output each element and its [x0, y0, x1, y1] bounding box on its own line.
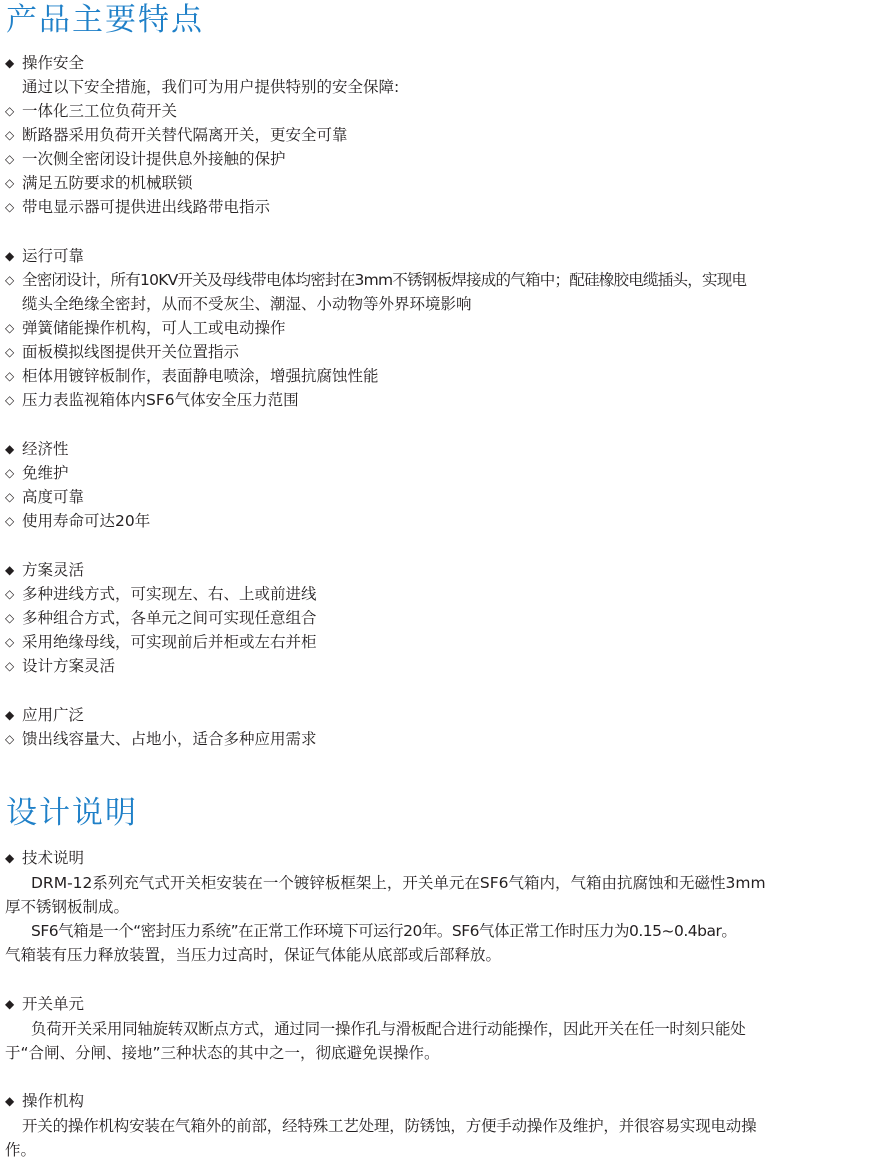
hollow-diamond-icon: ◇ — [5, 587, 15, 601]
hollow-diamond-icon: ◇ — [5, 200, 15, 214]
list-item: ◇ 面板模拟线图提供开关位置指示 — [5, 343, 240, 361]
paragraph-line: 作。 — [5, 1141, 37, 1159]
hollow-diamond-icon: ◇ — [5, 369, 15, 383]
hollow-diamond-icon: ◇ — [5, 659, 15, 673]
diamond-bullet-icon: ◆ — [5, 851, 15, 865]
diamond-bullet-icon: ◆ — [5, 708, 15, 722]
paragraph-line: 气箱装有压力释放装置，当压力过高时，保证气体能从底部或后部释放。 — [5, 946, 502, 964]
paragraph-line: 于“合闸、分闸、接地”三种状态的其中之一，彻底避免误操作。 — [5, 1044, 440, 1062]
hollow-diamond-icon: ◇ — [5, 128, 15, 142]
hollow-diamond-icon: ◇ — [5, 393, 15, 407]
group-heading: ◆ 开关单元 — [5, 995, 85, 1013]
list-item: ◇ 多种进线方式，可实现左、右、上或前进线 — [5, 585, 317, 603]
list-item: ◇ 一次侧全密闭设计提供息外接触的保护 — [5, 150, 286, 168]
diamond-bullet-icon: ◆ — [5, 1094, 15, 1108]
diamond-bullet-icon: ◆ — [5, 997, 15, 1011]
hollow-diamond-icon: ◇ — [5, 490, 15, 504]
list-item: ◇ 高度可靠 — [5, 488, 85, 506]
paragraph-line: 厚不锈钢板制成。 — [5, 898, 130, 916]
hollow-diamond-icon: ◇ — [5, 466, 15, 480]
section-title-features: 产品主要特点 — [6, 2, 204, 38]
group-heading: ◆ 方案灵活 — [5, 561, 85, 579]
list-item: ◇ 全密闭设计，所有10KV开关及母线带电体均密封在3mm不锈钢板焊接成的气箱中；配硅橡胶电缆插头，实现电 — [5, 271, 747, 289]
list-item: ◇ 一体化三工位负荷开关 — [5, 102, 178, 120]
hollow-diamond-icon: ◇ — [5, 514, 15, 528]
list-item: ◇ 断路器采用负荷开关替代隔离开关，更安全可靠 — [5, 126, 348, 144]
hollow-diamond-icon: ◇ — [5, 611, 15, 625]
diamond-bullet-icon: ◆ — [5, 249, 15, 263]
list-item: ◇ 免维护 — [5, 464, 69, 482]
list-item: ◇ 带电显示器可提供进出线路带电指示 — [5, 198, 271, 216]
list-item: ◇ 设计方案灵活 — [5, 657, 116, 675]
diamond-bullet-icon: ◆ — [5, 563, 15, 577]
group-intro: 通过以下安全措施，我们可为用户提供特别的安全保障: — [22, 78, 400, 96]
list-item-continuation: 缆头全绝缘全密封，从而不受灰尘、潮湿、小动物等外界环境影响 — [22, 295, 472, 313]
hollow-diamond-icon: ◇ — [5, 345, 15, 359]
hollow-diamond-icon: ◇ — [5, 635, 15, 649]
hollow-diamond-icon: ◇ — [5, 104, 15, 118]
paragraph-line: 负荷开关采用同轴旋转双断点方式，通过同一操作孔与滑板配合进行动能操作，因此开关在任一时刻只能处 — [31, 1020, 746, 1038]
hollow-diamond-icon: ◇ — [5, 732, 15, 746]
diamond-bullet-icon: ◆ — [5, 56, 15, 70]
hollow-diamond-icon: ◇ — [5, 321, 15, 335]
paragraph-line: 开关的操作机构安装在气箱外的前部，经特殊工艺处理，防锈蚀，方便手动操作及维护，并很容易实现电动操 — [22, 1117, 757, 1135]
list-item: ◇ 使用寿命可达20年 — [5, 512, 151, 530]
list-item: ◇ 采用绝缘母线，可实现前后并柜或左右并柜 — [5, 633, 317, 651]
hollow-diamond-icon: ◇ — [5, 176, 15, 190]
list-item: ◇ 柜体用镀锌板制作，表面静电喷涂，增强抗腐蚀性能 — [5, 367, 379, 385]
group-heading: ◆ 应用广泛 — [5, 706, 85, 724]
group-heading: ◆ 技术说明 — [5, 849, 85, 867]
hollow-diamond-icon: ◇ — [5, 273, 15, 287]
paragraph-line: DRM-12系列充气式开关柜安装在一个镀锌板框架上，开关单元在SF6气箱内，气箱由抗腐蚀和无磁性3mm — [31, 874, 766, 892]
group-heading: ◆ 运行可靠 — [5, 247, 85, 265]
diamond-bullet-icon: ◆ — [5, 442, 15, 456]
list-item: ◇ 馈出线容量大、占地小，适合多种应用需求 — [5, 730, 317, 748]
group-heading: ◆ 操作安全 — [5, 54, 85, 72]
hollow-diamond-icon: ◇ — [5, 152, 15, 166]
list-item: ◇ 多种组合方式，各单元之间可实现任意组合 — [5, 609, 317, 627]
section-title-design: 设计说明 — [6, 795, 138, 831]
list-item: ◇ 满足五防要求的机械联锁 — [5, 174, 193, 192]
group-heading: ◆ 操作机构 — [5, 1092, 85, 1110]
paragraph-line: SF6气箱是一个“密封压力系统”在正常工作环境下可运行20年。SF6气体正常工作时压力为0.15~0.4bar。 — [31, 922, 737, 940]
group-heading: ◆ 经济性 — [5, 440, 69, 458]
list-item: ◇ 压力表监视箱体内SF6气体安全压力范围 — [5, 391, 299, 409]
list-item: ◇ 弹簧储能操作机构，可人工或电动操作 — [5, 319, 286, 337]
